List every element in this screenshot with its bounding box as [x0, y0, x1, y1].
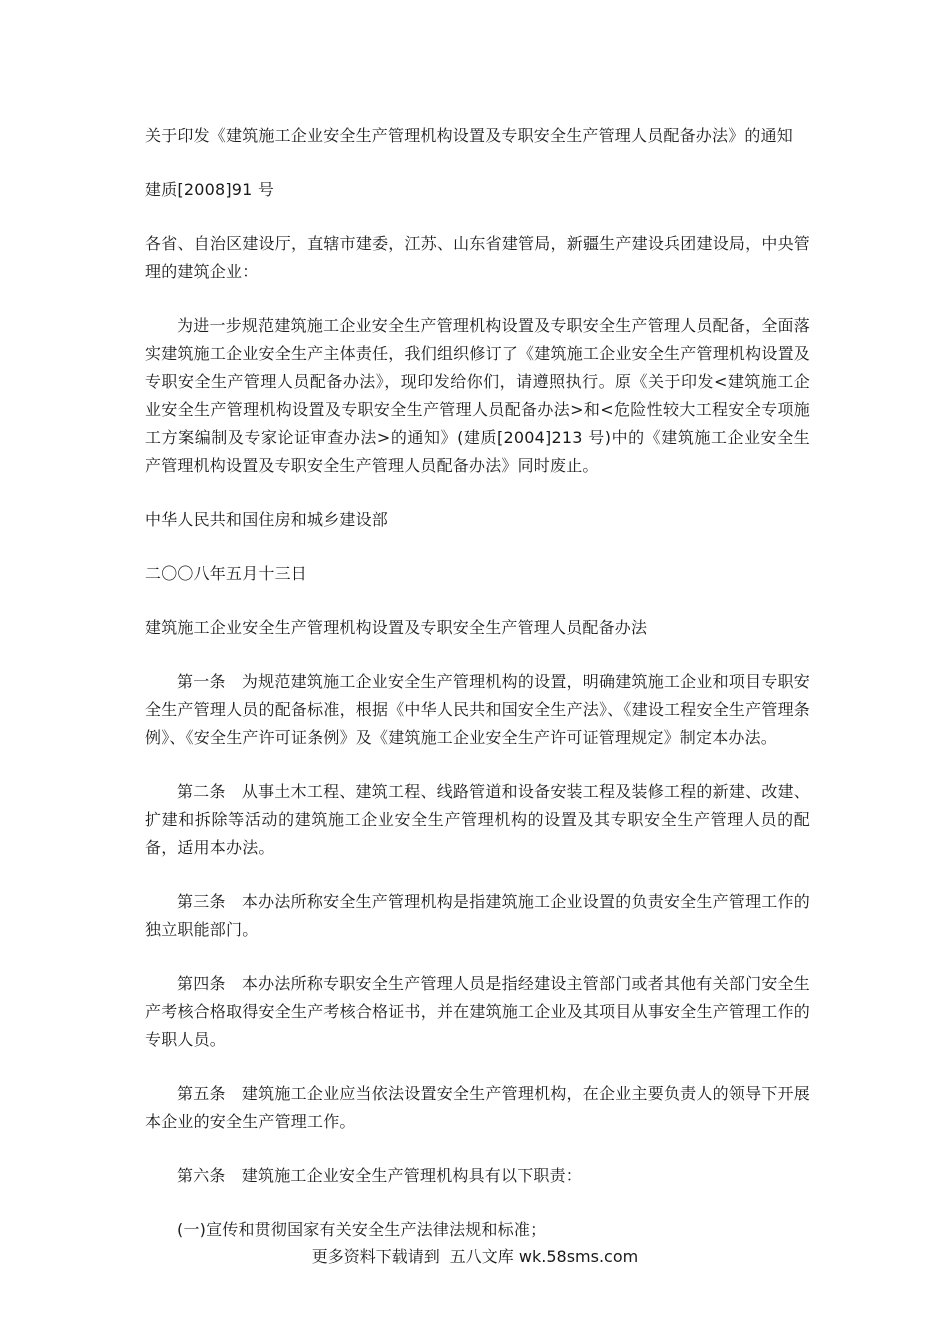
footer-text: 更多资料下载请到	[311, 1247, 440, 1266]
footer-url-link[interactable]: wk.58sms.com	[518, 1247, 639, 1266]
document-number: 建质[2008]91 号	[145, 180, 275, 199]
issue-date: 二〇〇八年五月十三日	[145, 564, 308, 583]
document-body	[145, 122, 810, 1270]
article-1: 第一条 为规范建筑施工企业安全生产管理机构的设置，明确建筑施工企业和项目专职安全生产管理人员的配备标准，根据《中华人民共和国安全生产法》、《建设工程安全生产管理条例》、《安全生产许可证条例》及《建筑施工企业安全生产许可证管理规定》制定本办法。	[145, 672, 810, 747]
article-2: 第二条 从事土木工程、建筑工程、线路管道和设备安装工程及装修工程的新建、改建、扩建和拆除等活动的建筑施工企业安全生产管理机构的设置及其专职安全生产管理人员的配备，适用本办法。	[145, 782, 810, 857]
measures-title: 建筑施工企业安全生产管理机构设置及专职安全生产管理人员配备办法	[145, 618, 648, 637]
notice-body-paragraph: 为进一步规范建筑施工企业安全生产管理机构设置及专职安全生产管理人员配备，全面落实建筑施工企业安全生产主体责任，我们组织修订了《建筑施工企业安全生产管理机构设置及专职安全生产管理人员配备办法》，现印发给你们，请遵照执行。原《关于印发<建筑施工企业安全生产管理机构设置及专职安全生产管理人员配备办法>和<危险性较大工程安全专项施工方案编制及专家论证审查办法>的通知》(建质[2004]213 号)中的《建筑施工企业安全生产管理机构设置及专职安全生产管理人员配备办法》同时废止。	[145, 316, 810, 475]
addressees: 各省、自治区建设厅，直辖市建委，江苏、山东省建管局，新疆生产建设兵团建设局，中央管理的建筑企业：	[145, 234, 810, 281]
notice-title: 关于印发《建筑施工企业安全生产管理机构设置及专职安全生产管理人员配备办法》的通知	[145, 126, 794, 145]
article-3: 第三条 本办法所称安全生产管理机构是指建筑施工企业设置的负责安全生产管理工作的独立职能部门。	[145, 892, 810, 939]
article-5: 第五条 建筑施工企业应当依法设置安全生产管理机构，在企业主要负责人的领导下开展本企业的安全生产管理工作。	[145, 1084, 810, 1131]
footer-download-banner	[0, 1245, 950, 1269]
issuing-authority: 中华人民共和国住房和城乡建设部	[145, 510, 389, 529]
article-6-item-1: (一)宣传和贯彻国家有关安全生产法律法规和标准；	[177, 1220, 547, 1239]
article-6: 第六条 建筑施工企业安全生产管理机构具有以下职责：	[177, 1166, 583, 1185]
footer-site-name: 五八文库	[449, 1247, 514, 1266]
article-4: 第四条 本办法所称专职安全生产管理人员是指经建设主管部门或者其他有关部门安全生产考核合格取得安全生产考核合格证书，并在建筑施工企业及其项目从事安全生产管理工作的专职人员。	[145, 974, 810, 1049]
